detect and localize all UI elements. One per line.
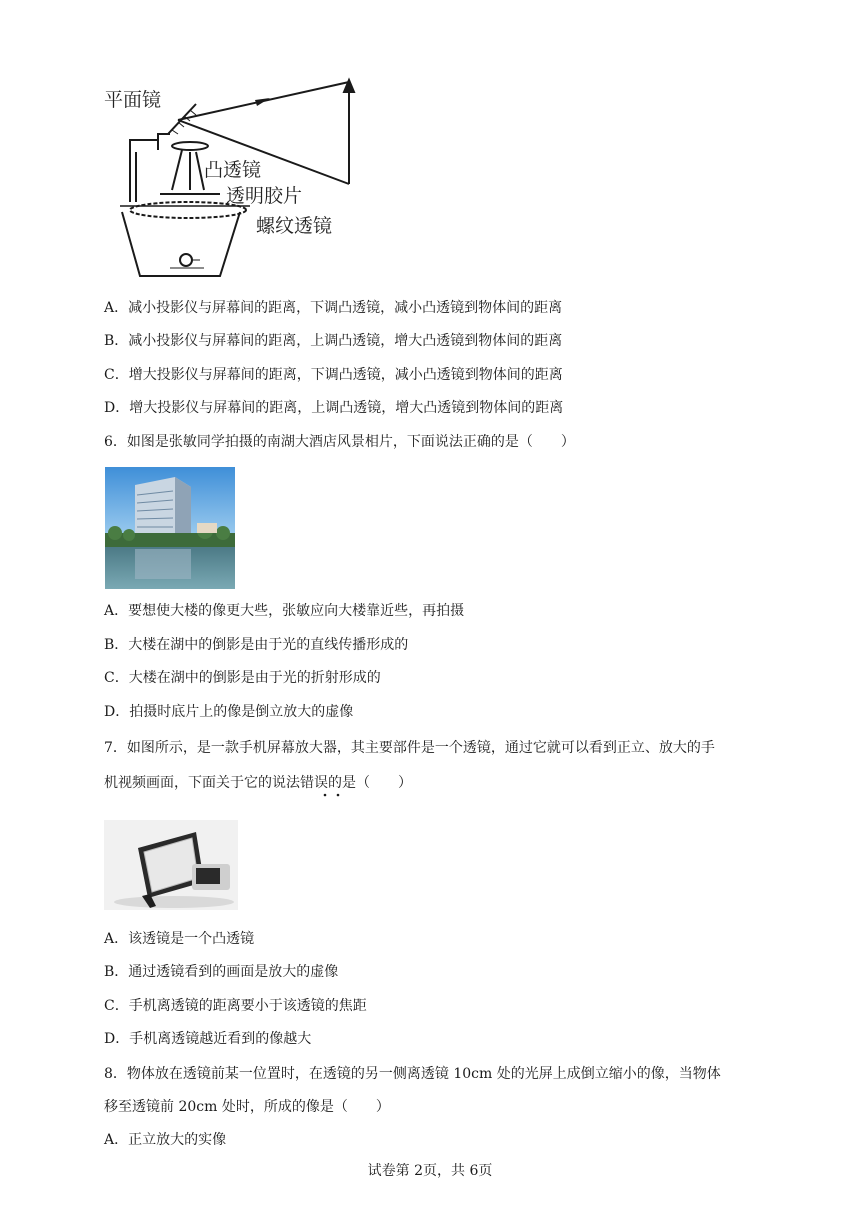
q8-option-a: A．正立放大的实像 [104,1132,227,1148]
page-footer: 试卷第 2页，共 6页 [367,1163,493,1179]
q7-stem-line1: 7．如图所示，是一款手机屏幕放大器，其主要部件是一个透镜，通过它就可以看到正立、放大的手 [104,740,715,756]
q7-stem-part2: 的是（ ） [328,775,412,791]
label-fresnel-lens: 螺纹透镜 [256,215,333,237]
label-convex-lens: 凸透镜 [204,159,262,181]
q8-stem-line2: 移至透镜前 20cm 处时，所成的像是（ ） [104,1099,390,1115]
q6-option-d: D．拍摄时底片上的像是倒立放大的虚像 [104,704,354,720]
q6-stem: 6．如图是张敏同学拍摄的南湖大酒店风景相片，下面说法正确的是（ ） [104,434,575,450]
q7-option-c: C．手机离透镜的距离要小于该透镜的焦距 [104,998,367,1014]
q6-option-c: C．大楼在湖中的倒影是由于光的折射形成的 [104,670,381,686]
projector-diagram [100,72,360,282]
q5-option-d: D．增大投影仪与屏幕间的距离，上调凸透镜，增大凸透镜到物体间的距离 [104,400,564,416]
q7-stem-line2 [104,773,412,793]
q7-option-d: D．手机离透镜越近看到的像越大 [104,1031,312,1047]
q7-option-a: A．该透镜是一个凸透镜 [104,931,255,947]
q5-option-a: A．减小投影仪与屏幕间的距离，下调凸透镜，减小凸透镜到物体间的距离 [104,300,563,316]
q5-option-c: C．增大投影仪与屏幕间的距离，下调凸透镜，减小凸透镜到物体间的距离 [104,367,563,383]
label-film: 透明胶片 [226,185,303,207]
q7-option-b: B．通过透镜看到的画面是放大的虚像 [104,964,339,980]
q7-emphasis-wrong: 错误 [300,775,328,791]
phone-magnifier-photo [104,820,238,910]
q7-stem-part1: 机视频画面，下面关于它的说法 [104,775,300,791]
q5-option-b: B．减小投影仪与屏幕间的距离，上调凸透镜，增大凸透镜到物体间的距离 [104,333,563,349]
q6-option-b: B．大楼在湖中的倒影是由于光的直线传播形成的 [104,637,409,653]
q6-option-a: A．要想使大楼的像更大些，张敏应向大楼靠近些，再拍摄 [104,603,465,619]
label-mirror: 平面镜 [104,89,162,111]
q8-stem-line1: 8．物体放在透镜前某一位置时，在透镜的另一侧离透镜 10cm 处的光屏上成倒立缩小的像，当物体 [104,1066,721,1082]
hotel-photo [105,467,235,589]
emphasis-dots [322,792,342,798]
